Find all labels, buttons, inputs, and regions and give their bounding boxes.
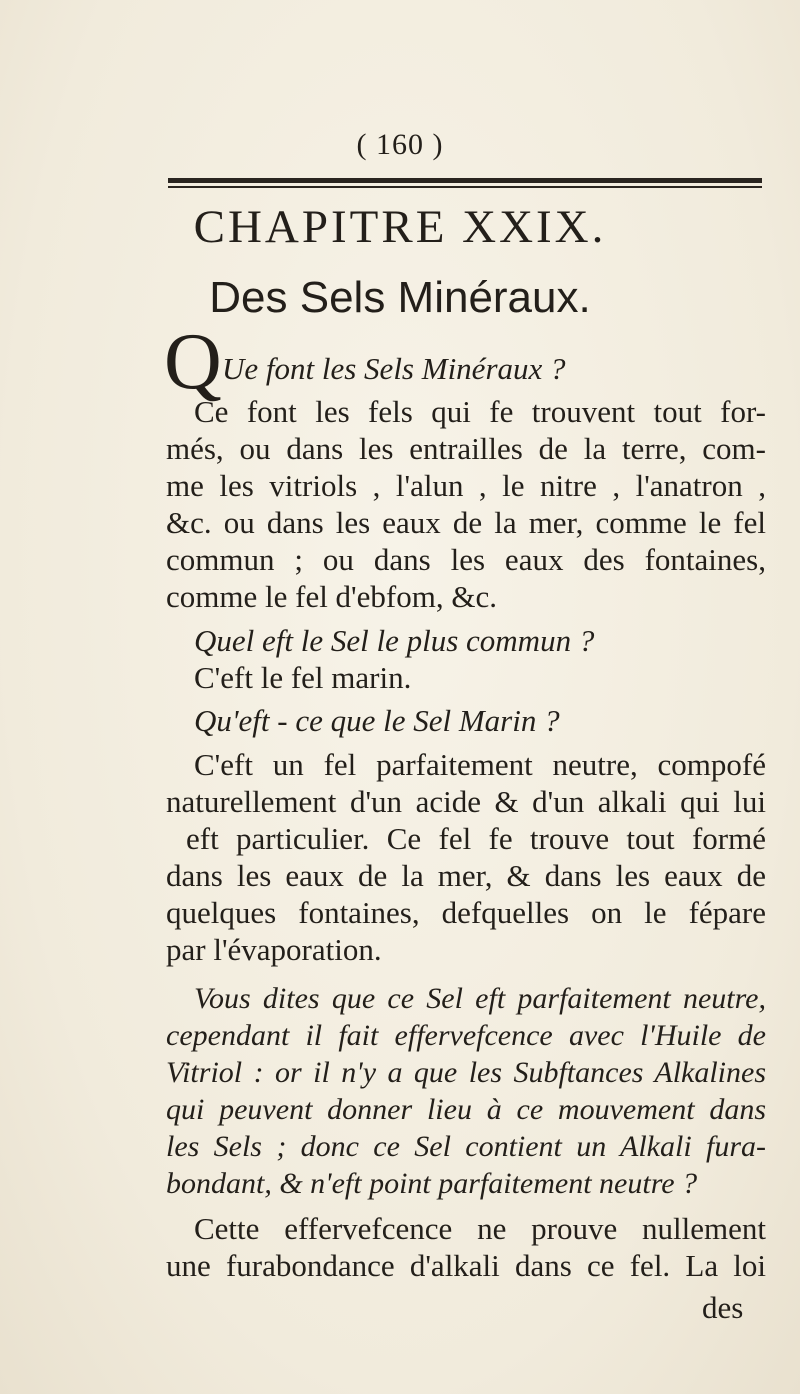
question-1: Ue font les Sels Minéraux ?	[222, 351, 566, 386]
question-4-line: bondant, & n'eft point parfaitement neutre ?	[166, 1167, 698, 1200]
answer-4-line: une furabondance d'alkali dans ce fel. La loi	[166, 1248, 766, 1283]
answer-3-line: par l'évaporation.	[166, 932, 382, 967]
section-title: Des Sels Minéraux.	[209, 273, 591, 322]
question-4-line: cependant il fait effervefcence avec l'Huile de	[166, 1019, 766, 1052]
answer-3-line: dans les eaux de la mer, & dans les eaux de	[166, 858, 766, 893]
header-rule-thin	[168, 186, 762, 188]
answer-1-line: &c. ou dans les eaux de la mer, comme le fel	[166, 505, 766, 540]
answer-1-line: commun ; ou dans les eaux des fontaines,	[166, 542, 766, 577]
answer-1-line: me les vitriols , l'alun , le nitre , l'anatron ,	[166, 468, 766, 503]
question-4-line: les Sels ; donc ce Sel contient un Alkali fura-	[166, 1130, 766, 1163]
answer-2: C'eft le fel marin.	[194, 660, 412, 695]
header-rule-thick	[168, 178, 762, 183]
answer-3-line: quelques fontaines, defquelles on le fépare	[166, 895, 766, 930]
question-4	[166, 980, 766, 1202]
answer-3	[166, 746, 766, 968]
answer-1-line: més, ou dans les entrailles de la terre, com-	[166, 431, 766, 466]
question-2: Quel eft le Sel le plus commun ?	[194, 623, 595, 658]
answer-3-line: naturellement d'un acide & d'un alkali qui lui	[166, 784, 766, 819]
answer-4-line: Cette effervefcence ne prouve nullement	[194, 1211, 766, 1246]
question-4-line: Vitriol : or il n'y a que les Subftances Alkalines	[166, 1056, 766, 1089]
question-4-line: qui peuvent donner lieu à ce mouvement dans	[166, 1093, 766, 1126]
answer-4	[166, 1210, 766, 1284]
catchword: des	[702, 1290, 744, 1325]
answer-1	[166, 393, 766, 615]
answer-1-line: comme le fel d'ebfom, &c.	[166, 579, 497, 614]
answer-1-line: Ce font les fels qui fe trouvent tout for-	[194, 394, 766, 429]
answer-3-line: eft particulier. Ce fel fe trouve tout formé	[186, 821, 766, 856]
chapter-title: CHAPITRE XXIX.	[193, 201, 607, 253]
question-4-line: Vous dites que ce Sel eft parfaitement neutre,	[194, 982, 766, 1015]
drop-cap: Q	[164, 318, 222, 406]
answer-3-line: C'eft un fel parfaitement neutre, compofé	[194, 747, 766, 782]
question-3: Qu'eft - ce que le Sel Marin ?	[194, 703, 560, 738]
page-number: ( 160 )	[356, 128, 444, 161]
